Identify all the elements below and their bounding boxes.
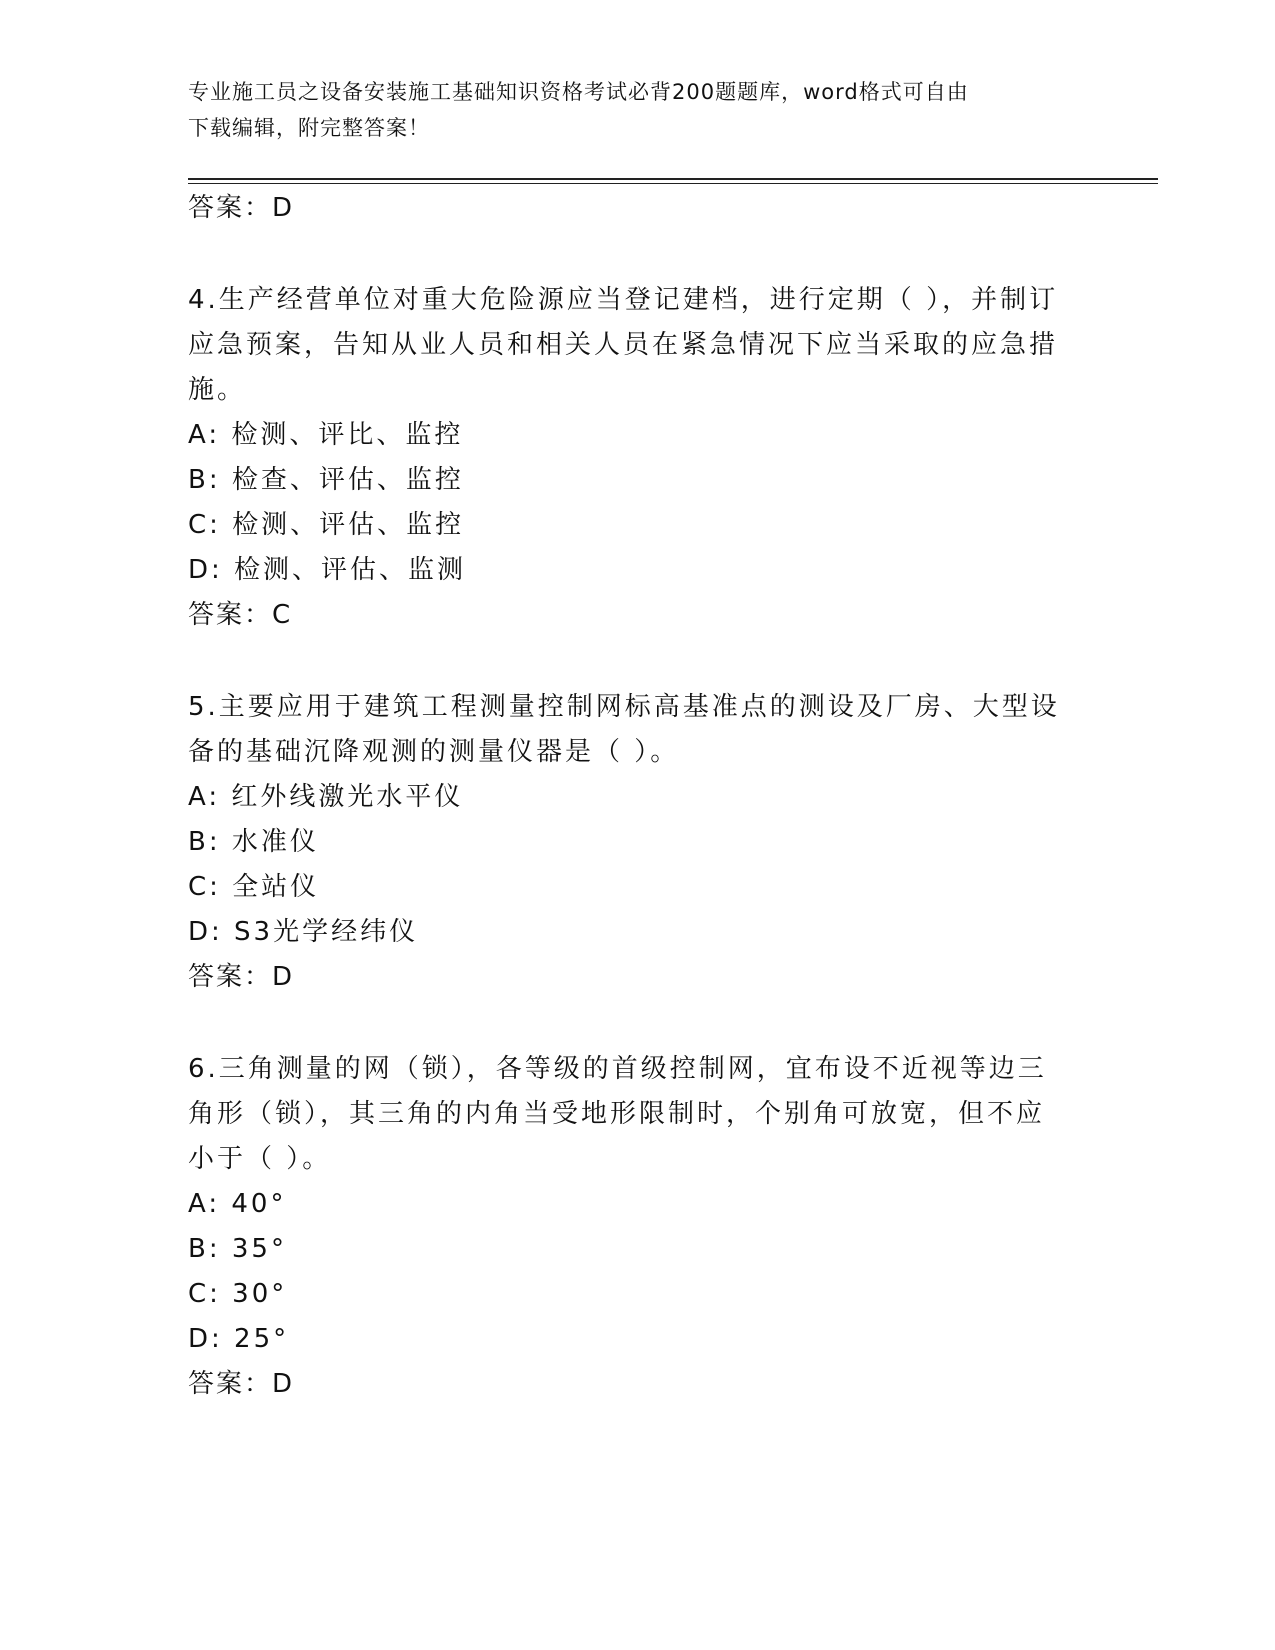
question-4-stem-line-1: 4.生产经营单位对重大危险源应当登记建档，进行定期（ ），并制订: [188, 285, 1059, 315]
header-rule-thick: [188, 178, 1158, 180]
question-5-option-c: C: 全站仪: [188, 872, 320, 902]
question-6-option-b: B: 35°: [188, 1234, 287, 1264]
question-5-option-a: A: 红外线激光水平仪: [188, 782, 464, 812]
question-5-stem-line-2: 备的基础沉降观测的测量仪器是（ ）。: [188, 737, 680, 767]
question-6-stem-line-1: 6.三角测量的网（锁），各等级的首级控制网，宜布设不近视等边三: [188, 1054, 1047, 1084]
question-4-option-b: B: 检查、评估、监控: [188, 465, 464, 495]
header-line-1: 专业施工员之设备安装施工基础知识资格考试必背200题题库，word格式可自由: [188, 80, 969, 104]
question-5-option-b: B: 水准仪: [188, 827, 319, 857]
question-6-option-a: A: 40°: [188, 1189, 287, 1219]
previous-answer: 答案：D: [188, 193, 295, 223]
question-5-answer: 答案：D: [188, 962, 295, 992]
question-4-option-a: A: 检测、评比、监控: [188, 420, 464, 450]
question-6-stem-line-2: 角形（锁），其三角的内角当受地形限制时，个别角可放宽，但不应: [188, 1099, 1046, 1129]
question-4-option-d: D: 检测、评估、监测: [188, 555, 467, 585]
header-rule-thin: [188, 183, 1158, 184]
header-line-2: 下载编辑，附完整答案！: [188, 116, 430, 140]
question-6-answer: 答案：D: [188, 1369, 295, 1399]
document-header: [188, 74, 1088, 146]
question-4-answer: 答案：C: [188, 600, 293, 630]
question-4-stem-line-3: 施。: [188, 375, 247, 405]
question-6-stem-line-3: 小于（ ）。: [188, 1144, 332, 1174]
question-4-option-c: C: 检测、评估、监控: [188, 510, 465, 540]
question-4-stem-line-2: 应急预案，告知从业人员和相关人员在紧急情况下应当采取的应急措: [188, 330, 1059, 360]
question-5-stem-line-1: 5.主要应用于建筑工程测量控制网标高基准点的测设及厂房、大型设: [188, 692, 1060, 722]
question-6-option-d: D: 25°: [188, 1324, 290, 1354]
question-5-option-d: D: S3光学经纬仪: [188, 917, 419, 947]
question-6-option-c: C: 30°: [188, 1279, 288, 1309]
